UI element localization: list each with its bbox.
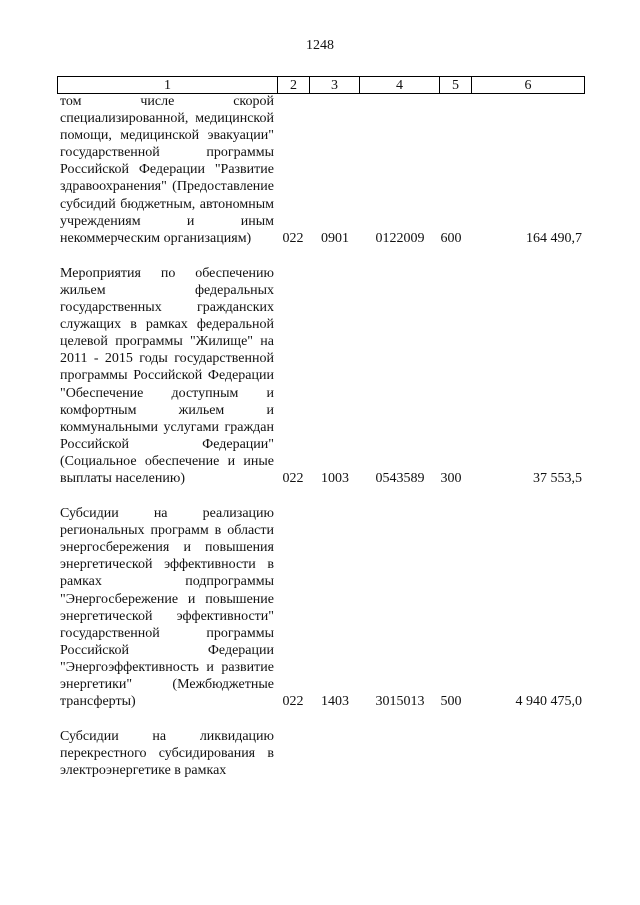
row-amount: 4 940 475,0	[515, 694, 582, 710]
row-target-code: 3015013	[375, 694, 425, 710]
row-description: Субсидии на ликвидацию перекрестного субсидирования в электроэнергетике в рамках	[60, 729, 274, 779]
table-row	[57, 728, 584, 779]
column-header-table	[57, 76, 585, 94]
row-section-code: 1003	[321, 471, 349, 487]
table-row	[57, 265, 584, 487]
row-ministry-code: 022	[282, 471, 304, 487]
row-section-code: 0901	[321, 230, 349, 246]
row-expense-type: 500	[440, 694, 462, 710]
table-row	[57, 505, 584, 710]
column-header-row	[58, 77, 585, 94]
row-target-code: 0122009	[375, 230, 425, 246]
row-description: Субсидии на реализацию региональных программ в области энергосбережения и повышения энергетической эффективности в рамках подпрограммы "Энергосбережение и повышение энергетической эффективности" государственной программы Российской Федерации "Энергоэффективность и развитие энергетики" (Межбюджетные трансферты)	[60, 506, 274, 710]
column-header-2: 2	[278, 77, 310, 94]
row-expense-type: 600	[440, 230, 462, 246]
column-header-3: 3	[310, 77, 360, 94]
row-amount: 37 553,5	[533, 471, 582, 487]
row-section-code: 1403	[321, 694, 349, 710]
column-header-1: 1	[58, 77, 278, 94]
row-description: том числе скорой специализированной, медицинской помощи, медицинской эвакуации" государственной программы Российской Федерации "Развитие здравоохранения" (Предоставление субсидий бюджетным, автономным учреждениям и иным некоммерческим организациям)	[60, 94, 274, 246]
table-body	[57, 93, 584, 797]
row-amount: 164 490,7	[526, 230, 582, 246]
table-row	[57, 93, 584, 247]
column-header-5: 5	[440, 77, 472, 94]
column-header-4: 4	[360, 77, 440, 94]
row-description: Мероприятия по обеспечению жильем федеральных государственных гражданских служащих в рамках федеральной целевой программы "Жилище" на 2011 - 2015 годы государственной программы Российской Федерации "Обеспечение доступным и комфортным жильем и коммунальными услугами граждан Российской Федерации" (Социальное обеспечение и иные выплаты населению)	[60, 265, 274, 486]
row-ministry-code: 022	[282, 230, 304, 246]
page-number: 1248	[306, 38, 334, 53]
column-header-6: 6	[472, 77, 585, 94]
row-target-code: 0543589	[375, 471, 425, 487]
row-ministry-code: 022	[282, 694, 304, 710]
row-expense-type: 300	[440, 471, 462, 487]
